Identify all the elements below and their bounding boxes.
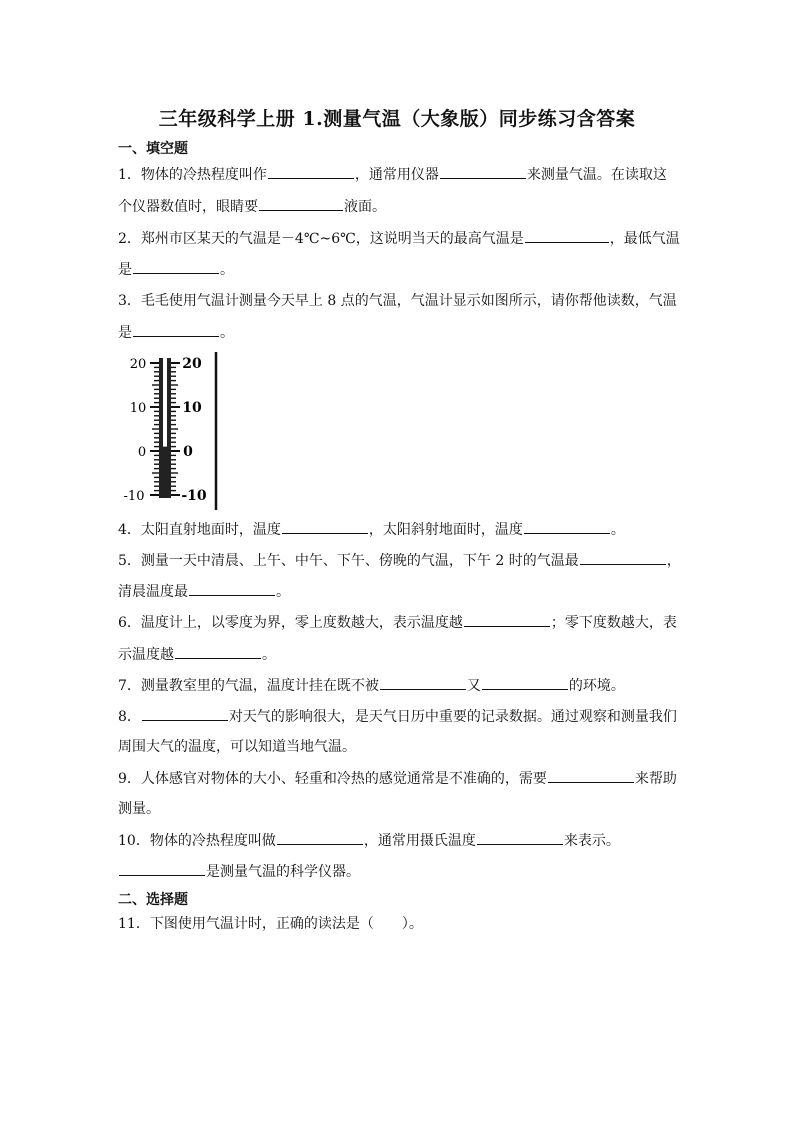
- answer-blank[interactable]: [464, 612, 550, 627]
- question-8-line-2: 周围大气的温度，可以知道当地气温。: [118, 739, 356, 755]
- thermometer-figure: [118, 350, 228, 515]
- question-1-line-1: 1．物体的冷热程度叫作 ，通常用仪器 来测量气温。在读取这: [118, 164, 667, 185]
- right-label-0: 0: [183, 444, 193, 460]
- question-2-line-1: 2．郑州市区某天的气温是－4℃~6℃，这说明当天的最高气温是 ，最低气温: [118, 228, 680, 249]
- question-4: 4．太阳直射地面时，温度 ，太阳斜射地面时，温度 。: [118, 519, 625, 540]
- question-7: 7．测量教室里的气温，温度计挂在既不被 又 的环境。: [118, 675, 625, 696]
- section-fill-heading: 一、填空题: [118, 141, 188, 157]
- question-2-line-2: 是 。: [118, 259, 234, 280]
- answer-blank[interactable]: [477, 830, 563, 845]
- left-label-minus10: -10: [123, 489, 145, 504]
- section-choice-heading: 二、选择题: [118, 892, 188, 908]
- answer-blank[interactable]: [277, 830, 363, 845]
- question-11: 11．下图使用气温计时，正确的读法是（ ）。: [118, 916, 423, 932]
- question-6-line-2: 示温度越 。: [118, 644, 276, 665]
- question-5-line-1: 5．测量一天中清晨、上午、中午、下午、傍晚的气温，下午 2 时的气温最 ，: [118, 550, 681, 571]
- thermometer-liquid-column: [163, 358, 167, 447]
- question-1-line-2: 个仪器数值时，眼睛要 液面。: [118, 196, 386, 217]
- answer-blank[interactable]: [133, 259, 219, 274]
- question-8-line-1: 8． 对天气的影响很大，是天气日历中重要的记录数据。通过观察和测量我们: [118, 706, 677, 727]
- answer-blank[interactable]: [548, 768, 634, 783]
- page-title: 三年级科学上册 1.测量气温（大象版）同步练习含答案: [158, 108, 636, 130]
- question-3-line-2: 是 。: [118, 322, 234, 343]
- question-5-line-2: 清晨温度最 。: [118, 581, 290, 602]
- left-label-0: 0: [137, 445, 147, 460]
- question-10-line-2: 是测量气温的科学仪器。: [118, 861, 360, 882]
- answer-blank[interactable]: [133, 322, 219, 337]
- left-label-20: 20: [129, 357, 147, 372]
- answer-blank[interactable]: [525, 228, 609, 243]
- answer-blank[interactable]: [580, 550, 666, 565]
- answer-blank[interactable]: [175, 644, 261, 659]
- answer-blank[interactable]: [440, 164, 526, 179]
- answer-blank[interactable]: [268, 164, 354, 179]
- answer-blank[interactable]: [142, 706, 228, 721]
- answer-blank[interactable]: [380, 675, 466, 690]
- answer-blank[interactable]: [189, 581, 275, 596]
- answer-blank[interactable]: [482, 675, 568, 690]
- right-label-10: 10: [182, 400, 202, 416]
- right-label-20: 20: [182, 356, 202, 372]
- answer-blank[interactable]: [282, 519, 368, 534]
- question-3-line-1: 3．毛毛使用气温计测量今天早上 8 点的气温，气温计显示如图所示，请你帮他读数，气温: [118, 293, 677, 309]
- answer-blank[interactable]: [524, 519, 610, 534]
- answer-blank[interactable]: [259, 196, 343, 211]
- left-label-10: 10: [129, 401, 147, 416]
- right-label-minus10: -10: [181, 488, 207, 504]
- question-9-line-1: 9．人体感官对物体的大小、轻重和冷热的感觉通常是不准确的，需要 来帮助: [118, 768, 677, 789]
- question-10-line-1: 10．物体的冷热程度叫做 ，通常用摄氏温度 来表示。: [118, 830, 620, 851]
- answer-blank[interactable]: [119, 861, 205, 876]
- question-6-line-1: 6．温度计上，以零度为界，零上度数越大，表示温度越 ；零下度数越大，表: [118, 612, 677, 633]
- question-9-line-2: 测量。: [118, 801, 160, 817]
